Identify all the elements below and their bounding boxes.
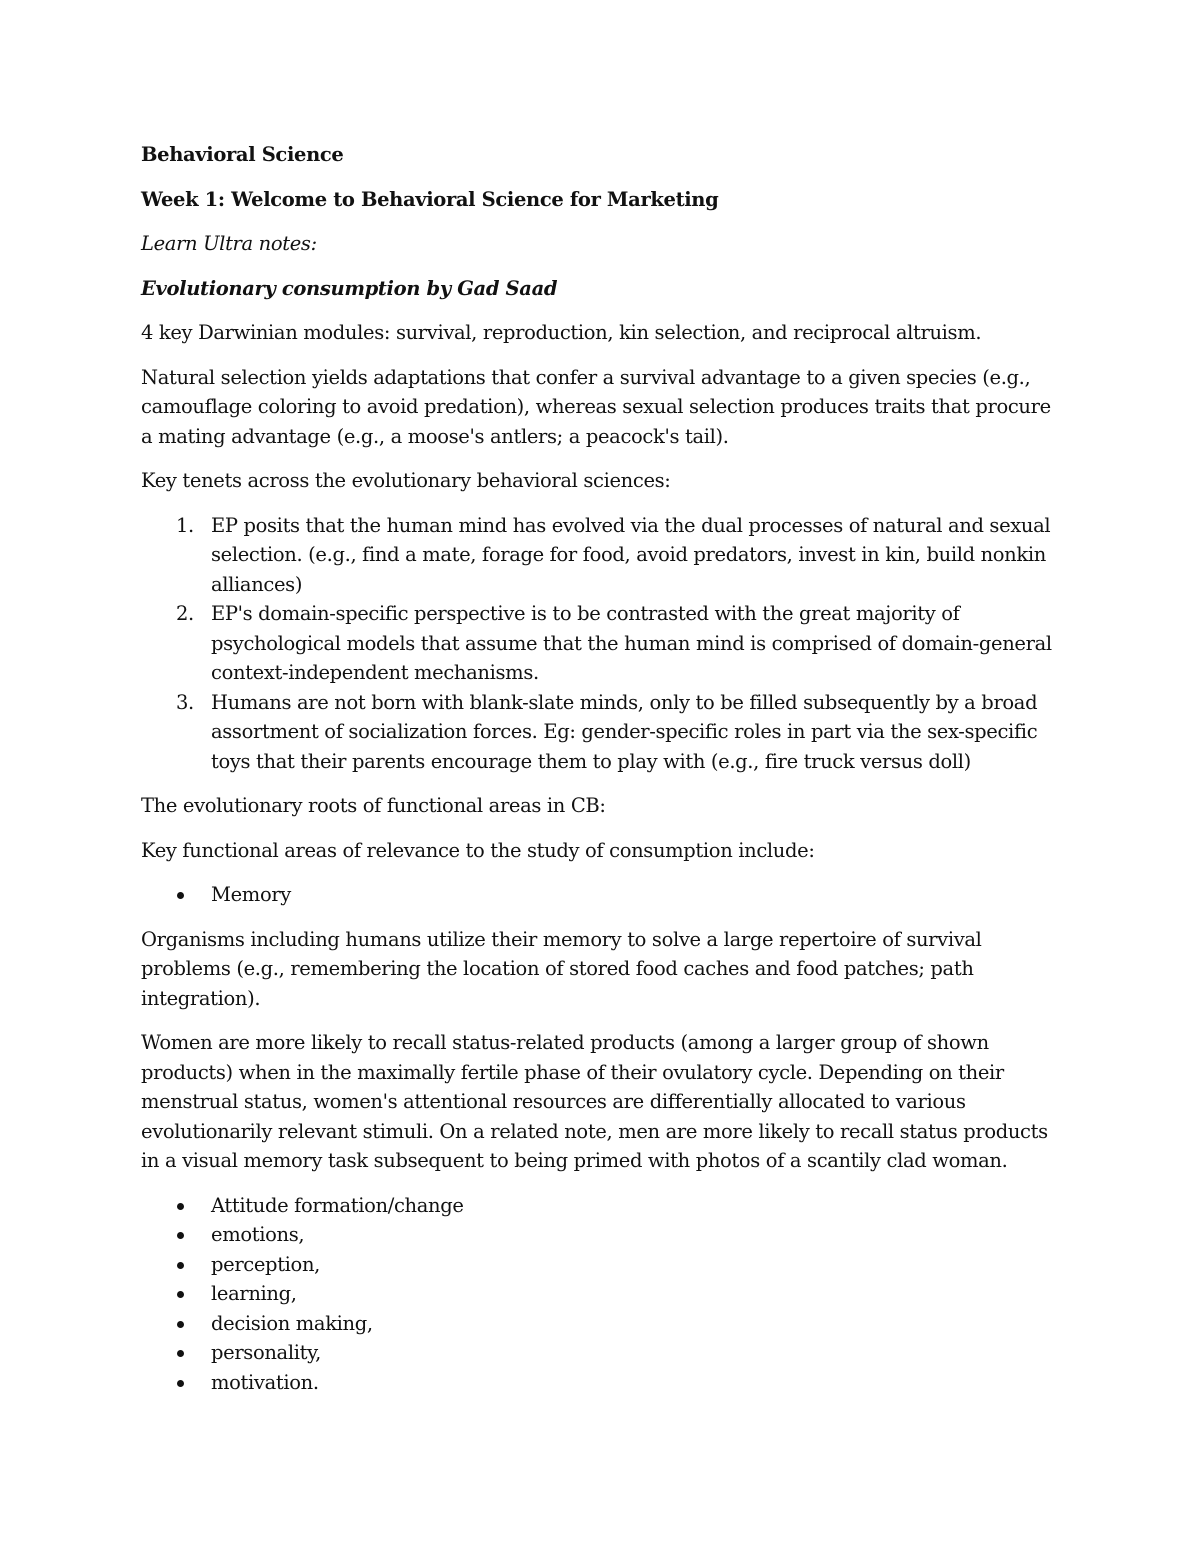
list-item-text: EP's domain-specific perspective is to be contrasted with the great majority of psychological models that assume that the human mind is comprised of domain-general context-independent mechanisms. (211, 602, 1052, 684)
list-number: 1. (176, 513, 194, 537)
bullet-icon (177, 892, 184, 899)
bullet-icon (177, 1350, 184, 1357)
list-item-text: personality, (211, 1341, 322, 1364)
bullet-icon (177, 1380, 184, 1387)
memory-list (141, 880, 1061, 910)
functional-intro: Key functional areas of relevance to the study of consumption include: (141, 838, 815, 862)
memory-paragraph: Organisms including humans utilize their memory to solve a large repertoire of survival problems (e.g., remembering the location of stored food caches and food patches; path integration). (141, 927, 982, 1010)
bullet-icon (177, 1291, 184, 1298)
list-item (141, 1368, 1061, 1398)
tenets-intro: Key tenets across the evolutionary behavioral sciences: (141, 469, 671, 492)
list-number: 2. (176, 602, 194, 625)
list-item (141, 1250, 1061, 1280)
list-item (141, 511, 1061, 600)
notes-label: Learn Ultra notes: (141, 232, 317, 255)
list-item-text: perception, (211, 1252, 321, 1276)
areas-list (141, 1191, 1061, 1398)
bullet-icon (177, 1262, 184, 1269)
list-item (141, 599, 1061, 688)
bullet-icon (177, 1232, 184, 1239)
document-page (141, 140, 1061, 1412)
list-item (141, 1191, 1061, 1221)
list-item-text: Attitude formation/change (211, 1193, 464, 1217)
list-item-text: motivation. (211, 1370, 319, 1394)
list-item (141, 688, 1061, 777)
list-item-text: Humans are not born with blank-slate minds, only to be filled subsequently by a broad assortment of socialization forces. Eg: gender-specific roles in part via the sex-specific toys that their parents encourage them to play with (e.g., fire truck versus doll) (211, 690, 1038, 773)
document-heading: Behavioral Science (141, 143, 344, 166)
list-item (141, 1279, 1061, 1309)
list-item-text: learning, (211, 1282, 297, 1305)
bullet-icon (177, 1203, 184, 1210)
roots-line: The evolutionary roots of functional areas in CB: (141, 794, 606, 817)
section-title: Evolutionary consumption by Gad Saad (141, 276, 558, 300)
selection-paragraph: Natural selection yields adaptations that confer a survival advantage to a given species (e.g., camouflage coloring to avoid predation), whereas sexual selection produces traits that procure a mating advantage (e.g., a moose's antlers; a peacock's tail). (141, 365, 1051, 448)
week-title: Week 1: Welcome to Behavioral Science for Marketing (141, 187, 719, 211)
list-item (141, 1338, 1061, 1368)
list-item (141, 1309, 1061, 1339)
list-item-text: decision making, (211, 1311, 373, 1335)
modules-paragraph: 4 key Darwinian modules: survival, reproduction, kin selection, and reciprocal altruism. (141, 321, 982, 344)
women-paragraph: Women are more likely to recall status-related products (among a larger group of shown products) when in the maximally fertile phase of their ovulatory cycle. Depending on their menstrual status, women's attentional resources are differentially allocated to various evolutionarily relevant stimuli. On a related note, men are more likely to recall status products in a visual memory task subsequent to being primed with photos of a scantily clad woman. (141, 1031, 1048, 1172)
list-number: 3. (176, 690, 194, 714)
tenets-list (141, 511, 1061, 777)
list-item-text: EP posits that the human mind has evolved via the dual processes of natural and sexual selection. (e.g., find a mate, forage for food, avoid predators, invest in kin, build nonkin alliances) (211, 513, 1051, 596)
list-item-text: emotions, (211, 1223, 305, 1246)
list-item (141, 880, 1061, 910)
bullet-icon (177, 1321, 184, 1328)
list-item-text: Memory (211, 883, 291, 906)
list-item (141, 1220, 1061, 1250)
